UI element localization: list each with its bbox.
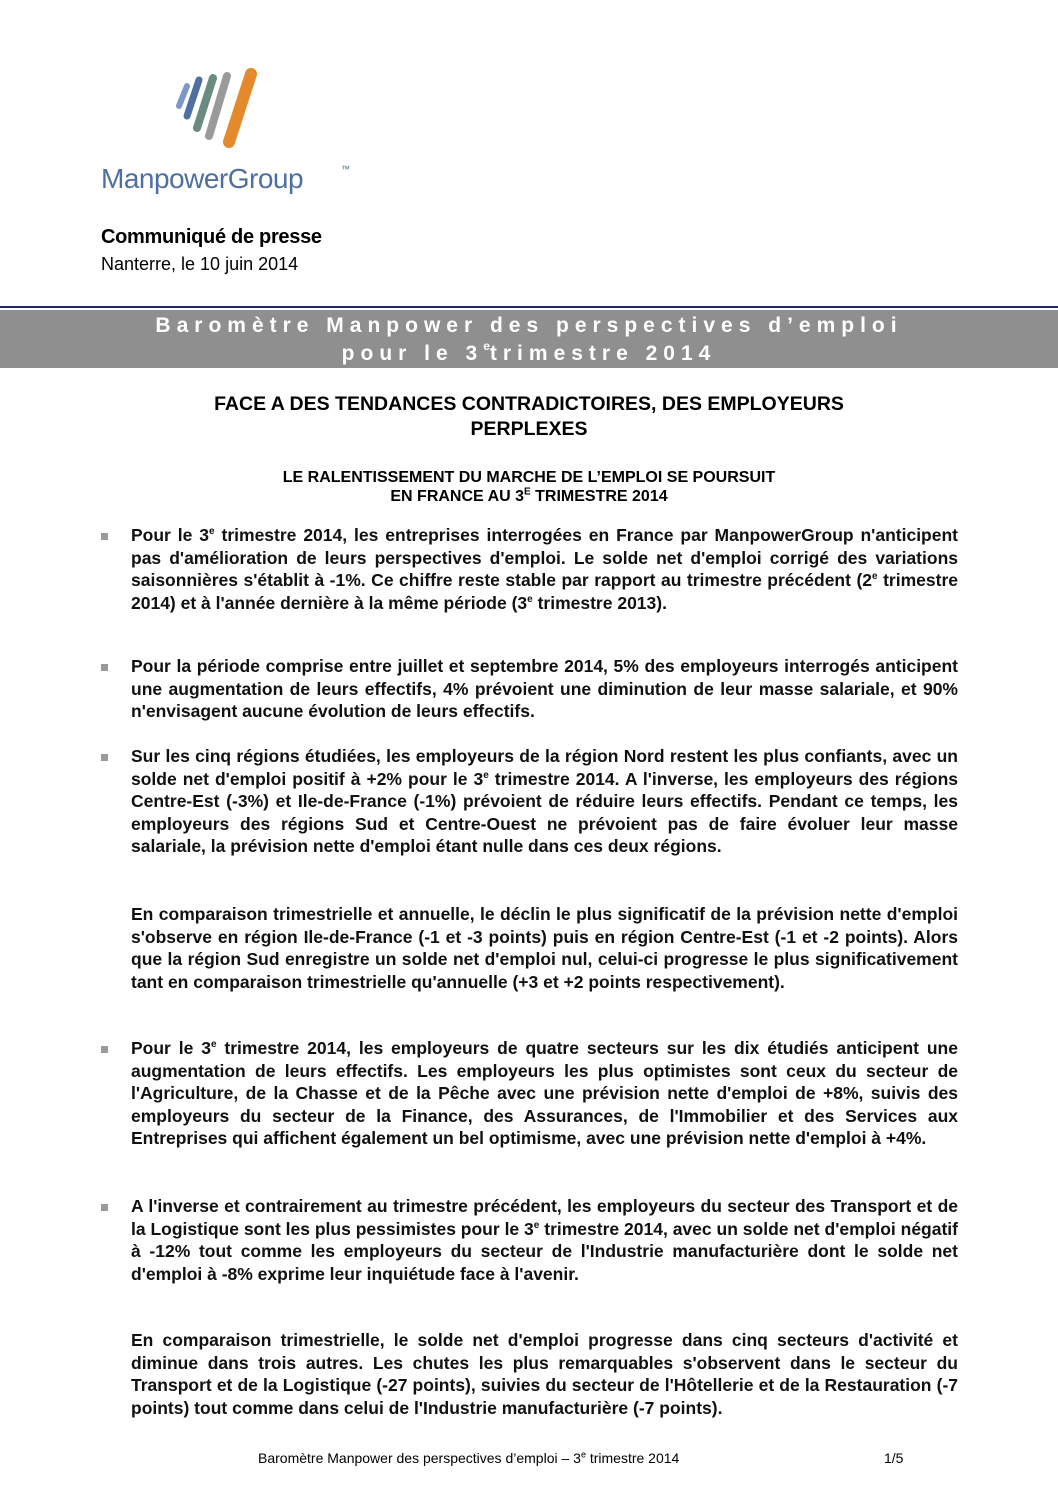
p5-text-b: trimestre 2014, les employeurs de quatre secteurs sur les dix étudiés anticipent une augmentation de leurs effectifs. Les employeurs les plus optimistes sont ceux du secteur de l'Agriculture, de la Chasse et de la Pêche avec une prévision nette d'emploi de +8%, suivis des employeurs du secteur de la Finance, des Assurances, de l'Immobilier et des Services aux Entreprises qui affichent également un bel optimisme, avec une prévision nette d'emploi à +4%. xyxy=(131,1038,958,1149)
footer-text-pre: Baromètre Manpower des perspectives d’emploi – 3 xyxy=(258,1450,581,1466)
logo-stripe-1 xyxy=(179,86,187,106)
subheadline-line-2 xyxy=(140,487,918,506)
p1-sup2: e xyxy=(872,571,878,583)
p1-text-c: trimestre 2014) et à l'année dernière à la même période (3 xyxy=(131,570,958,613)
logo-trademark: ™ xyxy=(341,164,350,174)
bullet-icon xyxy=(101,1204,108,1211)
bullet-icon xyxy=(101,1046,108,1053)
p3-sup: e xyxy=(483,769,489,781)
paragraph-regions xyxy=(131,745,958,858)
logo-wordmark: ManpowerGroup xyxy=(101,163,304,194)
p1-sup: e xyxy=(209,526,215,538)
logo-stripe-5 xyxy=(229,74,251,142)
paragraph-q3-overview xyxy=(131,524,958,614)
page-number: 1/5 xyxy=(884,1450,904,1466)
subheadline-line-2-post: TRIMESTRE 2014 xyxy=(530,488,668,505)
banner-line-1: Baromètre Manpower des perspectives d’emploi xyxy=(155,314,903,337)
p5-sup: e xyxy=(210,1039,217,1051)
banner-line-2-pre: pour le 3 xyxy=(341,342,484,365)
headline-line-2: PERPLEXES xyxy=(470,418,588,440)
p1-text-b: trimestre 2014, les entreprises interrogées en France par ManpowerGroup n'anticipent pas d'amélioration de leurs perspectives d'emploi. Le solde net d'emploi corrigé des variations saisonnières s'établit à -1%. Ce chiffre reste stable par rapport au trimestre précédent (2 xyxy=(131,525,958,591)
press-release-title: Communiqué de presse xyxy=(101,226,322,248)
subheadline-line-2-sup: E xyxy=(524,486,531,498)
banner-top-rule xyxy=(0,306,1058,308)
footer-text-post: trimestre 2014 xyxy=(585,1450,680,1466)
headline-line-1: FACE A DES TENDANCES CONTRADICTOIRES, DES EMPLOYEURS xyxy=(214,393,844,415)
paragraph-sectors-optimistic xyxy=(131,1037,958,1150)
bullet-icon xyxy=(101,664,108,671)
p6-text-a: A l'inverse et contrairement au trimestre précédent, les employeurs du secteur des Transport et de la Logistique sont les plus pessimistes pour le 3 xyxy=(131,1196,958,1239)
paragraph-sectors-pessimistic xyxy=(131,1195,958,1285)
p3-text-a: Sur les cinq régions étudiées, les employeurs de la région Nord restent les plus confiants, avec un solde net d'emploi positif à +2% pour le 3 xyxy=(131,746,958,789)
p1-text-d: trimestre 2013). xyxy=(532,592,667,613)
press-release-date: Nanterre, le 10 juin 2014 xyxy=(101,254,299,274)
manpowergroup-logo xyxy=(101,58,349,198)
footer-sup: e xyxy=(580,1449,586,1460)
p1-sup3: e xyxy=(527,593,533,605)
p3-text-b: trimestre 2014. A l'inverse, les employeurs des régions Centre-Est (-3%) et Ile-de-France (-1%) prévoient de réduire leurs effectifs. Pendant ce temps, les employeurs des régions Sud et Centre-Ouest ne prévoient pas de faire évoluer leur masse salariale, la prévision nette d'emploi étant nulle dans ces deux régions. xyxy=(131,768,959,857)
banner-line-2-sup: e xyxy=(483,339,490,353)
p6-sup: e xyxy=(533,1219,540,1231)
paragraph-regions-comparison: En comparaison trimestrielle et annuelle, le déclin le plus significatif de la prévision nette d'emploi s'observe en région Ile-de-France (-1 et -3 points) puis en région Centre-Est (-1 et -2 points). Alors que la région Sud enregistre un solde net d'emploi nul, celui-ci progresse le plus significativement tant en comparaison trimestrielle qu'annuelle (+3 et +2 points respectivement). xyxy=(131,904,958,992)
page-footer xyxy=(258,1450,679,1466)
banner-line-2 xyxy=(0,340,1058,368)
title-banner xyxy=(0,310,1058,368)
bullet-icon xyxy=(101,533,108,540)
p5-text-a: Pour le 3 xyxy=(131,1038,211,1058)
bullet-icon xyxy=(101,754,108,761)
p6-text-b: trimestre 2014, avec un solde net d'emploi négatif à -12% tout comme les employeurs du secteur de l'Industrie manufacturière dont le solde net d'emploi à -8% exprime leur inquiétude face à l'avenir. xyxy=(131,1218,959,1284)
paragraph-hiring-intentions: Pour la période comprise entre juillet et septembre 2014, 5% des employeurs interrogés anticipent une augmentation de leurs effectifs, 4% prévoient une diminution de leur masse salariale, et 90% n'envisagent aucune évolution de leurs effectifs. xyxy=(131,656,958,722)
subheadline-line-1: LE RALENTISSEMENT DU MARCHE DE L’EMPLOI SE POURSUIT xyxy=(282,469,776,486)
paragraph-sectors-comparison: En comparaison trimestrielle, le solde net d'emploi progresse dans cinq secteurs d'activité et diminue dans trois autres. Les chutes les plus remarquables s'observent dans le secteur du Transport et de la Logistique (-27 points), suivies du secteur de l'Hôtellerie et de la Restauration (-7 points) tout comme dans celui de l'Industrie manufacturière (-7 points). xyxy=(131,1330,958,1418)
logo-stripes-icon xyxy=(173,66,283,156)
subheadline xyxy=(140,468,918,506)
banner-line-2-post: trimestre 2014 xyxy=(489,342,717,365)
p1-text-a: Pour le 3 xyxy=(131,525,210,545)
headline xyxy=(140,392,918,442)
subheadline-line-2-pre: EN FRANCE AU 3 xyxy=(390,488,525,505)
